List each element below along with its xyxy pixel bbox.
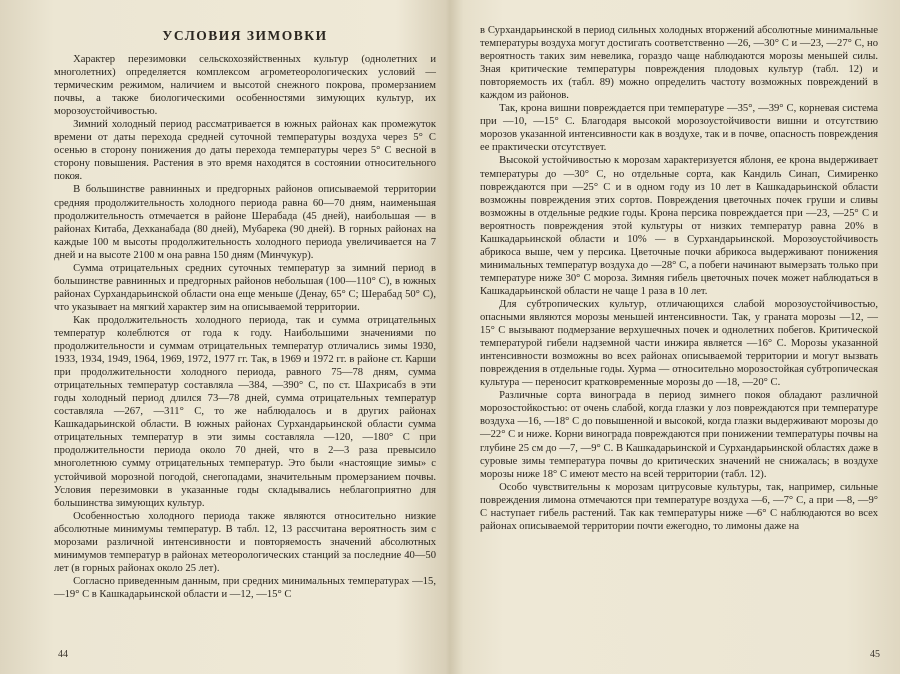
paragraph: Особенностью холодного периода также являются относительно низкие абсолютные минимумы температур. В табл. 12, 13 рассчитана вероятность зим с морозами различной интенсивности и повторяемость значений абсолютных минимумов температур в районах метеорологических станций за последние 40—50 лет (в горных районах около 25 лет). [54,510,436,574]
paragraph: Как продолжительность холодного периода, так и сумма отрицательных температур колеблются от года к году. Наибольшими значениями по продолжительности и суммам отрицательных температур отличались зимы 1930, 1933, 1934, 1949, 1964, 1969, 1972, 1977 гг. Так, в 1969 и 1972 гг. в районе ст. Карши при продолжительности холодного периода, равного 75—78 дням, сумма отрицательных температур составляла —384, —390° С, по ст. Шахрисабз в эти годы холодный период длился 73—78 дней, сумма отрицательных температур составляла —267, —311° С, то же наблюдалось и в других районах Кашкадарьинской области. В южных районах Сурхандарьинской области сумма отрицательных температур в эти зимы составляла —120, —180° С при продолжительности периода около 70 дней, что в 2—3 раза превысило многолетнюю сумму отрицательных температур. Это были «настоящие зимы» с устойчивой морозной погодой, снегопадами, значительным промерзанием почвы. Условия перезимовки в указанные годы складывались неблагоприятно для большинства зимующих культур. [54,314,436,509]
page-number: 45 [870,649,880,660]
paragraph: Сумма отрицательных средних суточных температур за зимний период в большинстве равнинных и предгорных районов небольшая (100—110° С), в южных районах Сурхандарьинской области она еще меньше (Денау, 65° С; Шерабад 50° С), что указывает на мягкий характер зим на описываемой территории. [54,262,436,313]
paragraph: Зимний холодный период рассматривается в южных районах как промежуток времени от даты перехода средней суточной температуры воздуха через 5° С осенью в сторону понижения до даты перехода температуры через 5° С весной в сторону повышения. Растения в это время находятся в состоянии относительного покоя. [54,119,436,183]
section-title: УСЛОВИЯ ЗИМОВКИ [162,28,328,43]
paragraph: Высокой устойчивостью к морозам характеризуется яблоня, ее крона выдерживает температуры до —30° С, но отдельные сорта, как Кандиль Синап, Симиренко повреждаются при —25° С и в одном году из 10 лет в Кашкадарьинской области возможны повреждения этих сортов. Повреждения цветочных почек груши и сливы возможны в отдельные редкие годы. Крона персика повреждается при —23, —25° С и вероятность повреждения этой культуры от низких температур равна 20% в Кашкадарьинской области и 10% — в Сурхандарьинской. Морозоустойчивость абрикоса выше, чем у персика. Цветочные почки абрикоса выдерживают понижения минимальных температур воздуха до —28° С, а побеги начинают вымерзать только при температуре ниже 30° С мороза. Зимняя гибель цветочных почек может наблюдаться в Кашкадарьинской области не чаще 1 раза в 10 лет. [480,155,878,297]
paragraph: Так, крона вишни повреждается при температуре —35°, —39° С, корневая система при —10, —15° С. Благодаря высокой морозоустойчивости вишни и отсутствию морозов указанной интенсивности как в воздухе, так и в почве, опасность повреждения ее практически отсутствует. [480,103,878,154]
paragraph: в Сурхандарьинской в период сильных холодных вторжений абсолютные минимальные температуры воздуха могут достигать соответственно —26, —30° С и —23, —27° С, но вероятность таких зим невелика, гораздо чаще наблюдаются морозы меньшей силы. Зная критические температуры повреждения плодовых культур (табл. 12) и повторяемость их (табл. 89) можно определить частоту возможных повреждений в каждом из районов. [480,25,878,102]
paragraph: Характер перезимовки сельскохозяйственных культур (однолетних и многолетних) определяется комплексом агрометеорологических условий — термическим режимом, наличием и высотой снежного покрова, промерзанием почвы, а также биологическими особенностями зимующих культур, их морозоустойчивостью. [54,54,436,118]
paragraph: Согласно приведенным данным, при средних минимальных температурах —15, —19° С в Кашкадарьинской области и —12, —15° С [54,575,436,600]
paragraph: Особо чувствительны к морозам цитрусовые культуры, так, например, сильные повреждения лимона отмечаются при температуре воздуха —6, —7° С, а при —8, —9° С наступает гибель растений. Так как температуры ниже —6° С наблюдаются во всех районах описываемой территории почти ежегодно, то лимоны даже на [480,481,878,532]
right-page [450,0,900,674]
paragraph: Для субтропических культур, отличающихся слабой морозоустойчивостью, опасными являются морозы меньшей интенсивности. Так, у граната морозы —12, —15° С вызывают подмерзание верхушечных почек и однолетних побегов. Критической температурой гибели надземной части инжира является —16° С. Морозы указанной интенсивности возможны во всех районах описываемой территории и могут вызвать повреждения в отдельные годы. Хурма — относительно морозостойкая субтропическая культура — переносит кратковременные морозы до —18, —20° С. [480,298,878,389]
paragraph: Различные сорта винограда в период зимнего покоя обладают различной морозостойкостью: от очень слабой, когда глазки у лоз повреждаются при температуре воздуха —16, —18° С до повышенной и высокой, когда глазки выдерживают морозы до —22° С и ниже. Корни винограда повреждаются при понижении температуры почвы на глубине 25 см до —7, —9° С. В Кашкадарьинской и Сурхандарьинской областях даже в суровые зимы температура почвы до критических значений не снижалась; в воздухе морозы ниже 18° С имеют место на всей территории (табл. 12). [480,390,878,480]
paragraph: В большинстве равнинных и предгорных районов описываемой территории средняя продолжительность холодного периода равна 60—70 дням, наименьшая продолжительность отмечается в районе Шерабада (45 дней), наибольшая — в районах Китаба, Дехканабада (80 дней), Мубарека (90 дней). В горных районах на каждые 100 м высоты продолжительность холодного периода увеличивается на 7 дней и на высоте 2100 м она равна 150 дням (Минчукур). [54,184,436,261]
page-number: 44 [58,649,68,660]
